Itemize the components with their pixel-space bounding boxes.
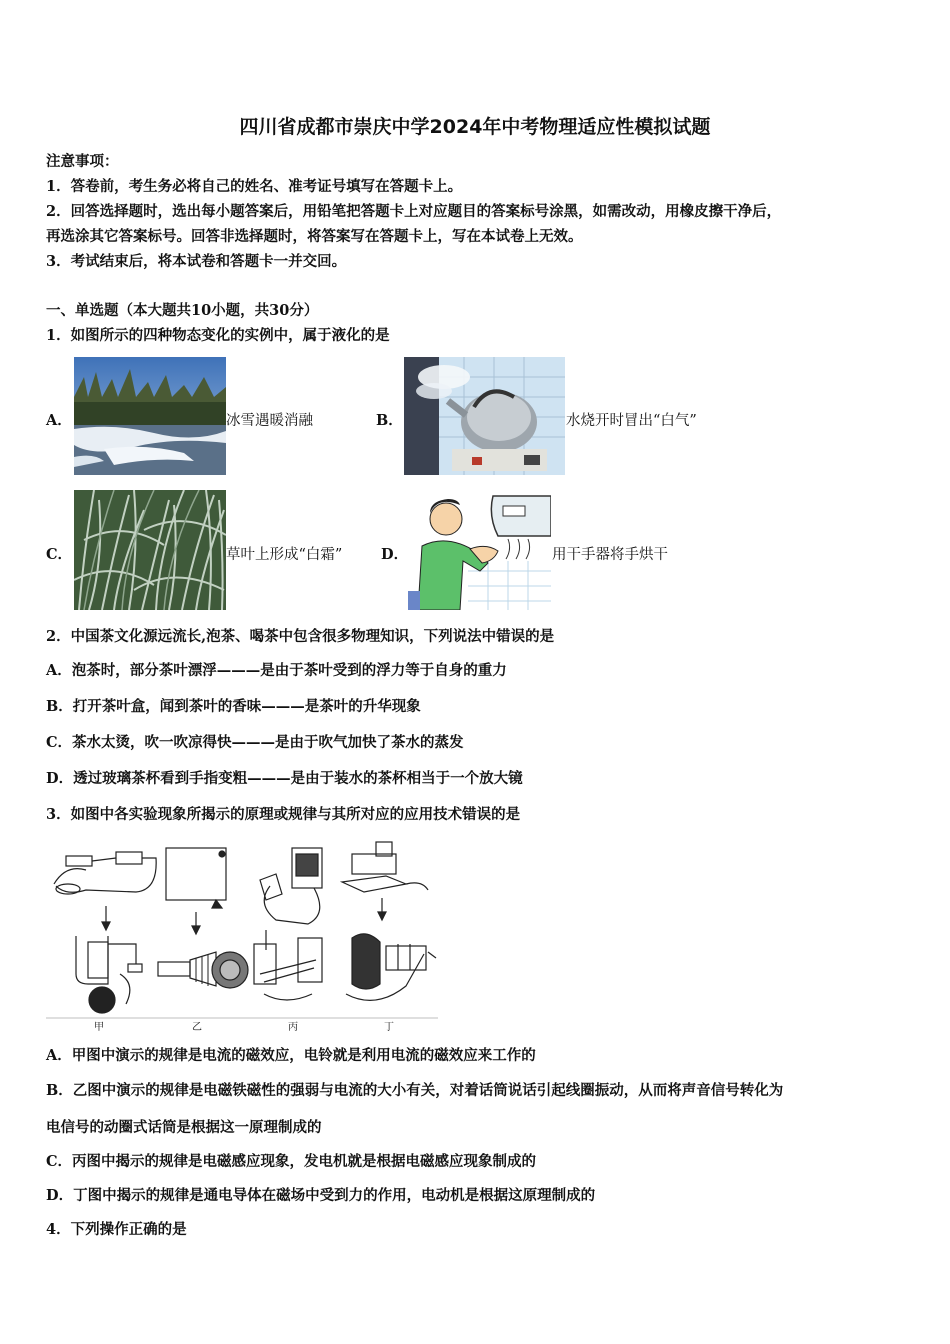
page-title: 四川省成都市崇庆中学2024年中考物理适应性模拟试题 [239, 116, 711, 138]
q3-figure-label-ding: 丁 [384, 1022, 394, 1032]
q1-image-hand-dryer [408, 491, 551, 610]
notice-item-1: 1．答卷前，考生务必将自己的姓名、准考证号填写在答题卡上。 [46, 178, 463, 195]
q2-option-c: C．茶水太烫，吹一吹凉得快———是由于吹气加快了茶水的蒸发 [46, 734, 464, 751]
q1-stem: 1．如图所示的四种物态变化的实例中，属于液化的是 [46, 327, 390, 344]
section-heading: 一、单选题（本大题共10小题，共30分） [46, 302, 319, 319]
q1-option-c-label: C． [46, 546, 73, 563]
notice-item-3: 3．考试结束后，将本试卷和答题卡一并交回。 [46, 253, 347, 270]
q3-option-d: D．丁图中揭示的规律是通电导体在磁场中受到力的作用，电动机是根据这原理制成的 [46, 1187, 596, 1204]
q3-figure-label-yi: 乙 [192, 1022, 202, 1032]
q3-option-b: B．乙图中演示的规律是电磁铁磁性的强弱与电流的大小有关，对着话筒说话引起线圈振动，从而将声音信号转化为 [46, 1082, 784, 1099]
q1-option-a-label: A． [46, 412, 72, 429]
q3-figure-experiments [46, 834, 438, 1032]
q3-option-a: A．甲图中演示的规律是电流的磁效应，电铃就是利用电流的磁效应来工作的 [46, 1047, 536, 1064]
q1-option-b-caption: 水烧开时冒出“白气” [566, 413, 697, 429]
q3-figure-label-bing: 丙 [288, 1022, 298, 1032]
q3-figure-label-jia: 甲 [94, 1022, 104, 1032]
q2-option-d: D．透过玻璃茶杯看到手指变粗———是由于装水的茶杯相当于一个放大镜 [46, 770, 523, 787]
q4-stem: 4．下列操作正确的是 [46, 1221, 187, 1238]
q1-option-d-caption: 用干手器将手烘干 [552, 547, 668, 563]
q2-option-a: A．泡茶时，部分茶叶漂浮———是由于茶叶受到的浮力等于自身的重力 [46, 662, 507, 679]
q3-stem: 3．如图中各实验现象所揭示的原理或规律与其所对应的应用技术错误的是 [46, 806, 521, 823]
q1-image-frost-grass [74, 490, 226, 610]
q3-option-c: C．丙图中揭示的规律是电磁感应现象，发电机就是根据电磁感应现象制成的 [46, 1153, 537, 1170]
notice-item-2-cont: 再选涂其它答案标号。回答非选择题时，将答案写在答题卡上，写在本试卷上无效。 [46, 228, 583, 245]
q1-option-b-label: B． [376, 412, 403, 429]
notice-item-2: 2．回答选择题时，选出每小题答案后，用铅笔把答题卡上对应题目的答案标号涂黑，如需改动，用橡皮擦干净后， [46, 203, 782, 220]
q1-option-a-caption: 冰雪遇暖消融 [226, 413, 313, 429]
q1-image-melting-snow [74, 357, 226, 475]
q1-option-c-caption: 草叶上形成“白霜” [226, 547, 343, 563]
q3-option-b-cont: 电信号的动圈式话筒是根据这一原理制成的 [46, 1119, 322, 1136]
q1-option-d-label: D． [381, 546, 409, 563]
q2-option-b: B．打开茶叶盒，闻到茶叶的香味———是茶叶的升华现象 [46, 698, 421, 715]
q1-image-boiling-kettle [404, 357, 565, 475]
q2-stem: 2．中国茶文化源远流长,泡茶、喝茶中包含很多物理知识，下列说法中错误的是 [46, 628, 555, 645]
notice-heading: 注意事项： [46, 153, 119, 170]
